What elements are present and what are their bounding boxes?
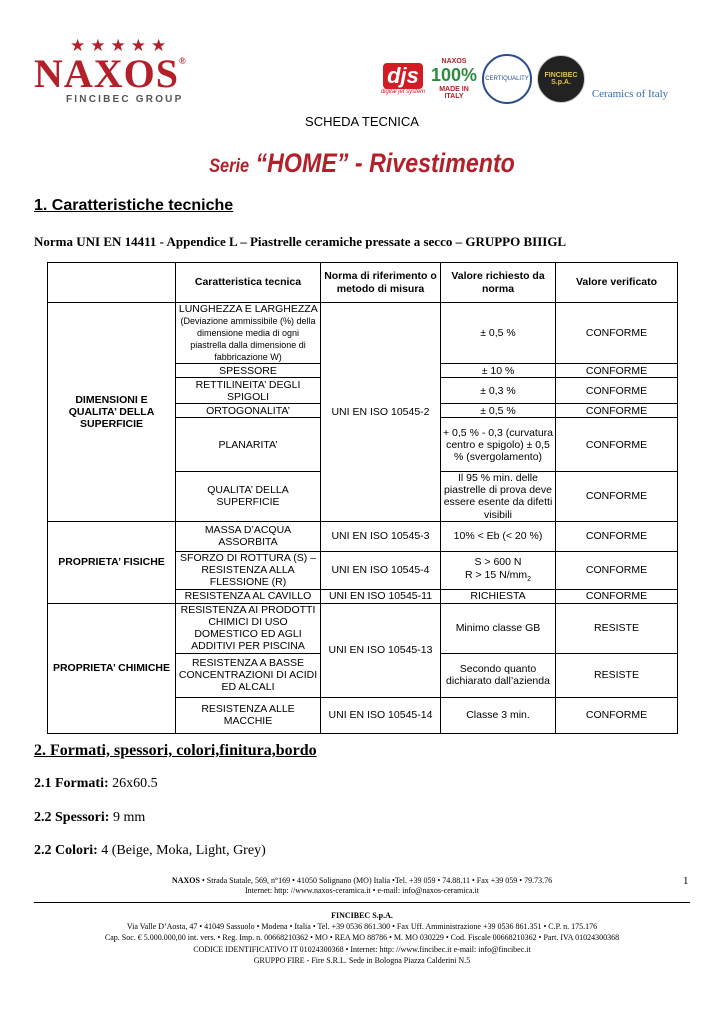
cell-planarita: PLANARITA’ — [176, 418, 321, 472]
cell-spessore-req: ± 10 % — [441, 364, 556, 378]
cell-spessore: SPESSORE — [176, 364, 321, 378]
cell-qualita: QUALITA’ DELLA SUPERFICIE — [176, 472, 321, 521]
category-dimensioni: DIMENSIONI E QUALITA’ DELLA SUPERFICIE — [48, 303, 176, 522]
cell-massa: MASSA D’ACQUA ASSORBITA — [176, 521, 321, 551]
colori-line: 2.2 Colori: 4 (Beige, Moka, Light, Grey) — [34, 843, 266, 858]
table-row — [48, 303, 678, 364]
certification-logos — [380, 54, 670, 104]
cell-planarita-req: + 0,5 % - 0,3 (curvatura centro e spigolo) ± 0,5 % (svergolamento) — [441, 418, 556, 472]
norm-10545-14: UNI EN ISO 10545-14 — [321, 697, 441, 733]
cell-macchie: RESISTENZA ALLE MACCHIE — [176, 697, 321, 733]
header-empty — [48, 263, 176, 303]
cell-prodotti-ver: RESISTE — [556, 603, 678, 653]
cell-sforzo: SFORZO DI ROTTURA (S) – RESISTENZA ALLA FLESSIONE (R) — [176, 551, 321, 589]
cell-ortogonalita-ver: CONFORME — [556, 404, 678, 418]
fincibec-address: FINCIBEC S.p.A. Via Valle D’Aosta, 47 • 41049 Sassuolo • Modena • Italia • Tel. +39 0536 861.300 • Fax Uff. Amministrazione +39 0536 861.351 • C.P. n. 175.176 Cap. Soc. € 5.000.000,00 int. vers. • Reg. Imp. n. 00668210362 • MO • REA MO 88786 • M. MO 030229 • Cod. Fiscale 00668210362 • Part. IVA 01024300368 CODICE IDENTIFICATIVO IT 01024300368 • Internet: http: //www.fincibec.it e-mail: info@fincibec.it GRUPPO FIRE - Fire S.R.L. Sede in Bologna Piazza Calderini N.5 — [104, 911, 620, 965]
naxos-logo: NAXOS® — [34, 51, 187, 96]
category-chimiche: PROPRIETA’ CHIMICHE — [48, 603, 176, 733]
norm-10545-13: UNI EN ISO 10545-13 — [321, 603, 441, 697]
norm-10545-11: UNI EN ISO 10545-11 — [321, 589, 441, 603]
ceramics-of-italy-logo: Ceramics of Italy — [591, 88, 669, 100]
norma-line: Norma UNI EN 14411 - Appendice L – Piastrelle ceramiche pressate a secco – GRUPPO BIIIGL — [34, 234, 567, 249]
table-header-row — [48, 263, 678, 303]
norm-10545-4: UNI EN ISO 10545-4 — [321, 551, 441, 589]
section-2-title: 2. Formati, spessori, colori,finitura,bordo — [34, 742, 317, 759]
cell-acidi: RESISTENZA A BASSE CONCENTRAZIONI DI ACIDI ED ALCALI — [176, 653, 321, 697]
cell-ortogonalita-req: ± 0,5 % — [441, 404, 556, 418]
cell-ortogonalita: ORTOGONALITA’ — [176, 404, 321, 418]
cell-planarita-ver: CONFORME — [556, 418, 678, 472]
technical-table — [47, 262, 678, 734]
djs-logo: djs digital jet system — [380, 56, 426, 102]
category-fisiche: PROPRIETA’ FISICHE — [48, 521, 176, 603]
cell-macchie-req: Classe 3 min. — [441, 697, 556, 733]
cell-macchie-ver: CONFORME — [556, 697, 678, 733]
cell-rettilineita: RETTILINEITA’ DEGLI SPIGOLI — [176, 378, 321, 404]
norm-10545-3: UNI EN ISO 10545-3 — [321, 521, 441, 551]
cell-cavillo-req: RICHIESTA — [441, 589, 556, 603]
cell-acidi-req: Secondo quanto dichiarato dall’azienda — [441, 653, 556, 697]
cell-lunghezza-ver: CONFORME — [556, 303, 678, 364]
page-number: 1 — [683, 875, 689, 887]
cell-cavillo: RESISTENZA AL CAVILLO — [176, 589, 321, 603]
cell-lunghezza-req: ± 0,5 % — [441, 303, 556, 364]
formati-line: 2.1 Formati: 26x60.5 — [34, 776, 158, 791]
document-type: SCHEDA TECNICA — [305, 114, 419, 129]
cell-cavillo-ver: CONFORME — [556, 589, 678, 603]
header-norma: Norma di riferimento o metodo di misura — [321, 263, 441, 303]
cell-massa-req: 10% < Eb (< 20 %) — [441, 521, 556, 551]
cell-acidi-ver: RESISTE — [556, 653, 678, 697]
section-1-title: 1. Caratteristiche tecniche — [34, 197, 234, 214]
header-richiesto: Valore richiesto da norma — [441, 263, 556, 303]
cell-massa-ver: CONFORME — [556, 521, 678, 551]
table-row — [48, 521, 678, 551]
fincibec-seal-logo: FINCIBEC S.p.A. — [537, 55, 585, 103]
spessori-line: 2.2 Spessori: 9 mm — [34, 810, 146, 825]
table-row — [48, 603, 678, 653]
cell-rettilineita-ver: CONFORME — [556, 378, 678, 404]
cell-prodotti-req: Minimo classe GB — [441, 603, 556, 653]
document-title: Serie “HOME” - Rivestimento — [209, 148, 515, 178]
certiquality-logo: CERTIQUALITY — [482, 54, 532, 104]
footer-divider — [34, 902, 690, 903]
cell-lunghezza: LUNGHEZZA E LARGHEZZA (Deviazione ammissibile (%) della dimensione media di ogni piastrella dalla dimensione di fabbricazione W) — [176, 303, 321, 364]
cell-sforzo-ver: CONFORME — [556, 551, 678, 589]
header-caratteristica: Caratteristica tecnica — [176, 263, 321, 303]
naxos-address: NAXOS • Strada Statale, 569, n°169 • 41050 Solignano (MO) Italia •Tel. +39 059 • 74.88.11 • Fax +39 059 • 79.73.76 Internet: http: //www.naxos-ceramica.it • e-mail: info@naxos-ceramica.it — [171, 876, 553, 896]
cell-qualita-ver: CONFORME — [556, 472, 678, 521]
cell-spessore-ver: CONFORME — [556, 364, 678, 378]
cell-qualita-req: Il 95 % min. delle piastrelle di prova deve essere esente da difetti visibili — [441, 472, 556, 521]
norm-10545-2: UNI EN ISO 10545-2 — [321, 303, 441, 522]
made-in-italy-logo: NAXOS 100% MADE IN ITALY — [430, 58, 478, 100]
fincibec-group-label: FINCIBEC GROUP — [66, 94, 184, 105]
rating-stars: ★★★★★ — [70, 36, 172, 55]
header-verificato: Valore verificato — [556, 263, 678, 303]
cell-rettilineita-req: ± 0,3 % — [441, 378, 556, 404]
cell-prodotti: RESISTENZA AI PRODOTTI CHIMICI DI USO DOMESTICO ED AGLI ADDITIVI PER PISCINA — [176, 603, 321, 653]
cell-sforzo-req: S > 600 N R > 15 $N/mm_2$ — [441, 551, 556, 589]
